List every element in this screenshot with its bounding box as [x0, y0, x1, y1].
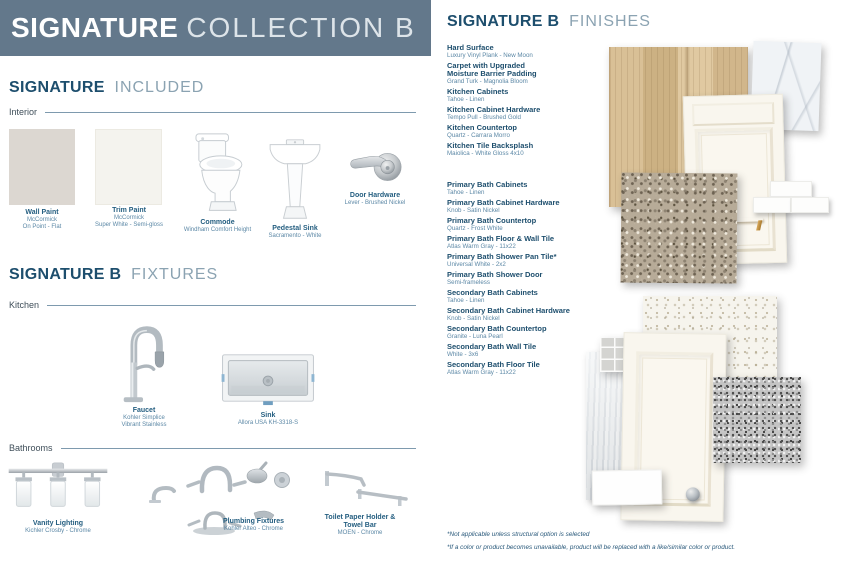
finish-item: Secondary Bath Countertop Granite - Luna Pearl	[447, 324, 547, 340]
wall-paint-label: Wall Paint McCormick On Point - Flat	[22, 209, 62, 230]
commode-label: Commode Windham Comfort Height	[183, 219, 252, 233]
banner-title-bold: SIGNATURE	[11, 12, 179, 43]
finishes-list	[447, 44, 597, 379]
door-hardware-image	[344, 147, 406, 189]
finish-item: Secondary Bath Floor Tile Atlas Warm Gray - 11x22	[447, 360, 540, 376]
footnotes	[447, 531, 787, 557]
finish-item: Primary Bath Cabinet Hardware Knob - Satin Nickel	[447, 198, 560, 214]
kitchen-section-label: Kitchen	[9, 300, 40, 310]
finish-item: Secondary Bath Cabinets Tahoe - Linen	[447, 288, 538, 304]
finish-item: Primary Bath Floor & Wall Tile Atlas Warm Gray - 11x22	[447, 234, 555, 250]
fixtures-heading: SIGNATURE B FIXTURES	[9, 266, 219, 283]
finish-item: Kitchen Countertop Quartz - Carrara Morro	[447, 123, 517, 139]
finish-item: Kitchen Cabinets Tahoe - Linen	[447, 87, 509, 103]
footnote-structural: *Not applicable unless structural option is selected	[447, 531, 590, 538]
carpet-swatch	[621, 172, 738, 283]
finish-item: Primary Bath Shower Door Semi-frameless	[447, 270, 543, 286]
white-wall-tile-swatch	[592, 469, 663, 505]
divider-line	[45, 112, 416, 113]
faucet-label: Faucet Kohler Simplice Vibrant Stainless	[121, 407, 167, 428]
kitchen-faucet-image	[118, 320, 170, 405]
pedestal-sink-image	[266, 136, 324, 224]
bathrooms-section-label: Bathrooms	[9, 443, 53, 453]
finishes-heading: SIGNATURE B FINISHES	[447, 13, 651, 30]
finish-item: Primary Bath Cabinets Tahoe - Linen	[447, 180, 528, 196]
backsplash-tile-swatch	[770, 181, 812, 197]
footnote-availability: *If a color or product becomes unavailable, product will be replaced with a like/similar color or product.	[447, 544, 736, 551]
vanity-lighting-label: Vanity Lighting Kichler Crosby - Chrome	[25, 520, 91, 534]
divider-line	[61, 448, 416, 449]
commode-image	[186, 132, 248, 218]
toilet-paper-holder-label: Toilet Paper Holder & Towel Bar MOEN - Chrome	[324, 514, 396, 536]
finish-item: Primary Bath Countertop Quartz - Frost White	[447, 216, 537, 232]
toilet-paper-holder-image	[318, 466, 410, 510]
sink-label: Sink Allora USA KH-3318-S	[237, 412, 299, 426]
divider-line	[47, 305, 416, 306]
luna-pearl-granite-swatch	[713, 377, 801, 463]
trim-paint-label: Trim Paint McCormick Super White - Semi-gloss	[94, 207, 164, 228]
kitchen-divider	[9, 300, 416, 310]
backsplash-tile-swatch	[753, 197, 791, 213]
finish-item: Carpet with Upgraded Moisture Barrier Padding Grand Turk - Magnolia Bloom	[447, 61, 537, 85]
wall-paint-swatch	[9, 129, 75, 205]
bathrooms-divider	[9, 443, 416, 453]
finish-item: Secondary Bath Wall Tile White - 3x6	[447, 342, 537, 358]
interior-divider	[9, 107, 416, 117]
pedestal-sink-label: Pedestal Sink Sacramento - White	[268, 225, 322, 239]
plumbing-fixtures-label: Plumbing Fixtures Kohler Alteo - Chrome	[222, 518, 285, 532]
interior-section-label: Interior	[9, 107, 38, 117]
finish-item: Kitchen Cabinet Hardware Tempo Pull - Brushed Gold	[447, 105, 541, 121]
finish-item: Hard Surface Luxury Vinyl Plank - New Moon	[447, 43, 533, 59]
kitchen-sink-image	[220, 349, 316, 407]
banner-title-light: COLLECTION B	[186, 12, 416, 43]
finish-item: Kitchen Tile Backsplash Maiolica - White Gloss 4x10	[447, 141, 534, 157]
cabinet-drawer-panel	[692, 102, 775, 126]
trim-paint-swatch	[95, 129, 162, 205]
collection-banner	[0, 0, 431, 56]
vanity-lighting-image	[5, 459, 111, 517]
door-hardware-label: Door Hardware Lever - Brushed Nickel	[344, 192, 406, 206]
backsplash-tile-swatch	[791, 197, 829, 213]
included-heading: SIGNATURE INCLUDED	[9, 79, 205, 96]
finish-item: Secondary Bath Cabinet Hardware Knob - Satin Nickel	[447, 306, 570, 322]
finish-item: Primary Bath Shower Pan Tile* Universal White - 2x2	[447, 252, 557, 268]
